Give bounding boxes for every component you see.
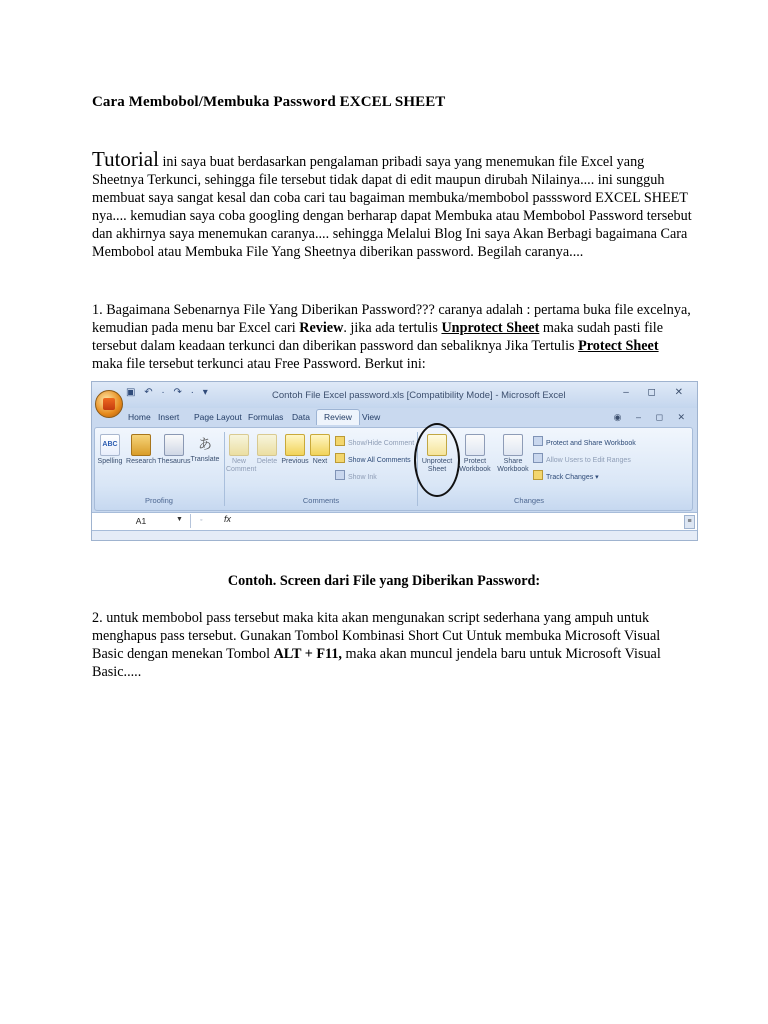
shortcut-keyword: ALT + F11, bbox=[273, 646, 342, 662]
delete-comment-label: Delete bbox=[256, 458, 278, 465]
new-comment-label: New Comment bbox=[226, 458, 257, 473]
thesaurus-label: Thesaurus bbox=[157, 458, 191, 465]
allow-users-to-edit-ranges-button[interactable] bbox=[533, 453, 631, 464]
proofing-group-label: Proofing bbox=[145, 496, 173, 505]
window-controls[interactable]: – ◻ ✕ bbox=[623, 387, 691, 398]
tab-page-layout[interactable]: Page Layout bbox=[194, 412, 242, 422]
thesaurus-button[interactable] bbox=[157, 434, 191, 466]
tab-home[interactable]: Home bbox=[128, 412, 151, 422]
insert-function-icon[interactable]: fx bbox=[224, 514, 232, 524]
share-workbook-label: Share Workbook bbox=[497, 458, 529, 473]
show-all-comments-button[interactable] bbox=[335, 453, 411, 464]
delete-comment-button[interactable] bbox=[254, 434, 280, 466]
new-comment-button[interactable] bbox=[226, 434, 257, 474]
step-1-text-a: 1. Bagaimana Sebenarnya File Yang Diberikan Password??? caranya adalah : pertama buka file excelnya, kemudian pada menu bar Excel cari bbox=[92, 302, 691, 336]
document-title: Cara Membobol/Membuka Password EXCEL SHEET bbox=[92, 94, 446, 110]
research-label: Research bbox=[126, 458, 156, 465]
research-icon bbox=[131, 434, 151, 456]
tab-insert[interactable]: Insert bbox=[158, 412, 180, 422]
excel-screenshot bbox=[91, 381, 698, 541]
highlight-ellipse bbox=[414, 423, 460, 497]
review-ribbon bbox=[94, 427, 693, 511]
show-all-comments-icon bbox=[335, 453, 345, 463]
show-hide-comment-label: Show/Hide Comment bbox=[348, 440, 415, 447]
protect-workbook-button[interactable] bbox=[457, 434, 493, 474]
tab-view[interactable]: View bbox=[362, 412, 381, 422]
step-2-paragraph bbox=[92, 609, 692, 681]
show-hide-comment-button[interactable] bbox=[335, 436, 414, 447]
step-1-text-d: maka file tersebut terkunci atau Free Password. Berkut ini: bbox=[92, 356, 426, 372]
tab-formulas[interactable]: Formulas bbox=[248, 412, 284, 422]
unprotect-sheet-keyword: Unprotect Sheet bbox=[441, 320, 540, 336]
translate-label: Translate bbox=[190, 456, 220, 463]
name-box-dropdown-icon[interactable]: ▼ bbox=[176, 516, 183, 523]
protect-and-share-workbook-button[interactable] bbox=[533, 436, 636, 447]
translate-icon: あ bbox=[198, 436, 212, 452]
group-separator bbox=[224, 432, 225, 506]
show-ink-label: Show Ink bbox=[348, 474, 377, 481]
changes-group-label: Changes bbox=[513, 496, 545, 505]
protect-workbook-icon bbox=[465, 434, 485, 456]
previous-comment-icon bbox=[285, 434, 305, 456]
unprotect-sheet-label: Unprotect Sheet bbox=[421, 458, 453, 473]
formula-bar-expand-icon[interactable]: ≡ bbox=[684, 515, 695, 529]
show-all-comments-label: Show All Comments bbox=[348, 457, 411, 464]
excel-window-title: Contoh File Excel password.xls [Compatibility Mode] - Microsoft Excel bbox=[272, 390, 566, 401]
previous-comment-label: Previous bbox=[281, 458, 309, 465]
screenshot-caption: Contoh. Screen dari File yang Diberikan Password: bbox=[227, 573, 541, 589]
show-ink-icon bbox=[335, 470, 345, 480]
show-hide-comment-icon bbox=[335, 436, 345, 446]
spelling-button[interactable] bbox=[97, 434, 123, 466]
quick-access-toolbar[interactable]: ▣ ↶ · ↷ · ▾ bbox=[126, 387, 211, 398]
office-button-icon[interactable] bbox=[95, 390, 123, 418]
name-box[interactable]: A1 bbox=[92, 514, 191, 528]
track-changes-button[interactable] bbox=[533, 470, 599, 481]
protect-workbook-label: Protect Workbook bbox=[459, 458, 491, 473]
allow-users-label: Allow Users to Edit Ranges bbox=[546, 457, 631, 464]
step-1-text-b: . jika ada tertulis bbox=[343, 320, 442, 336]
research-button[interactable] bbox=[125, 434, 157, 466]
ribbon-controls[interactable]: ◉ – ◻ ✕ bbox=[613, 412, 691, 422]
share-workbook-button[interactable] bbox=[495, 434, 531, 474]
next-comment-label: Next bbox=[312, 458, 328, 465]
intro-lead-word: Tutorial bbox=[92, 147, 159, 171]
worksheet-grid[interactable] bbox=[92, 530, 697, 541]
spelling-icon: ABC bbox=[100, 434, 120, 456]
comments-group-label: Comments bbox=[302, 496, 340, 505]
tab-review[interactable]: Review bbox=[316, 409, 360, 425]
step-2-text-a: 2. untuk membobol pass tersebut maka kita akan mengunakan script sederhana yang ampuh untuk menghapus pass tersebut. Gunakan Tombol Kombinasi Short Cut Untuk membuka Microsoft Visual Basic dengan menekan Tombol bbox=[92, 610, 661, 662]
excel-title-bar bbox=[92, 382, 697, 408]
next-comment-icon bbox=[310, 434, 330, 456]
new-comment-icon bbox=[229, 434, 249, 456]
review-keyword: Review bbox=[299, 320, 344, 336]
step-2-text-b: maka akan muncul jendela baru untuk Microsoft Visual Basic..... bbox=[92, 646, 661, 680]
protect-and-share-label: Protect and Share Workbook bbox=[546, 440, 636, 447]
protect-sheet-keyword: Protect Sheet bbox=[578, 338, 659, 354]
allow-users-icon bbox=[533, 453, 543, 463]
spelling-label: Spelling bbox=[97, 458, 123, 465]
intro-text: ini saya buat berdasarkan pengalaman pribadi saya yang menemukan file Excel yang Sheetnya Terkunci, sehingga file tersebut tidak dapat di edit maupun dirubah Nilainya.... ini sungguh membuat saya sangat kesal dan coba cari tau bagaiman membuka/membobol passsword EXCEL SHEET nya.... kemudian saya coba googling dengan berharap dapat Membuka atau Membobol Password tersebut dan akhirnya saya menemukan caranya.... sehingga Melalui Blog Ini saya Akan Berbagi bagaimana Cara Membobol atau Membuka File Yang Sheetnya diberikan password. Begilah caranya.... bbox=[92, 154, 692, 260]
thesaurus-icon bbox=[164, 434, 184, 456]
previous-comment-button[interactable] bbox=[281, 434, 309, 466]
translate-button[interactable] bbox=[190, 434, 220, 464]
protect-and-share-icon bbox=[533, 436, 543, 446]
step-1-text-c: maka sudah pasti file tersebut dalam keadaan terkunci dan diberikan password dan sebaliknya Jika Tertulis bbox=[92, 320, 664, 354]
track-changes-label: Track Changes bbox=[546, 474, 594, 481]
share-workbook-icon bbox=[503, 434, 523, 456]
intro-paragraph bbox=[92, 147, 692, 261]
next-comment-button[interactable] bbox=[309, 434, 331, 466]
delete-comment-icon bbox=[257, 434, 277, 456]
ribbon-tabs bbox=[92, 409, 697, 427]
step-1-paragraph bbox=[92, 301, 692, 373]
show-ink-button[interactable] bbox=[335, 470, 377, 481]
tab-data[interactable]: Data bbox=[292, 412, 310, 422]
formula-bar bbox=[92, 512, 697, 530]
chevron-down-icon: ▾ bbox=[593, 474, 599, 481]
formula-bar-separator: ◦ bbox=[200, 517, 203, 524]
track-changes-icon bbox=[533, 470, 543, 480]
